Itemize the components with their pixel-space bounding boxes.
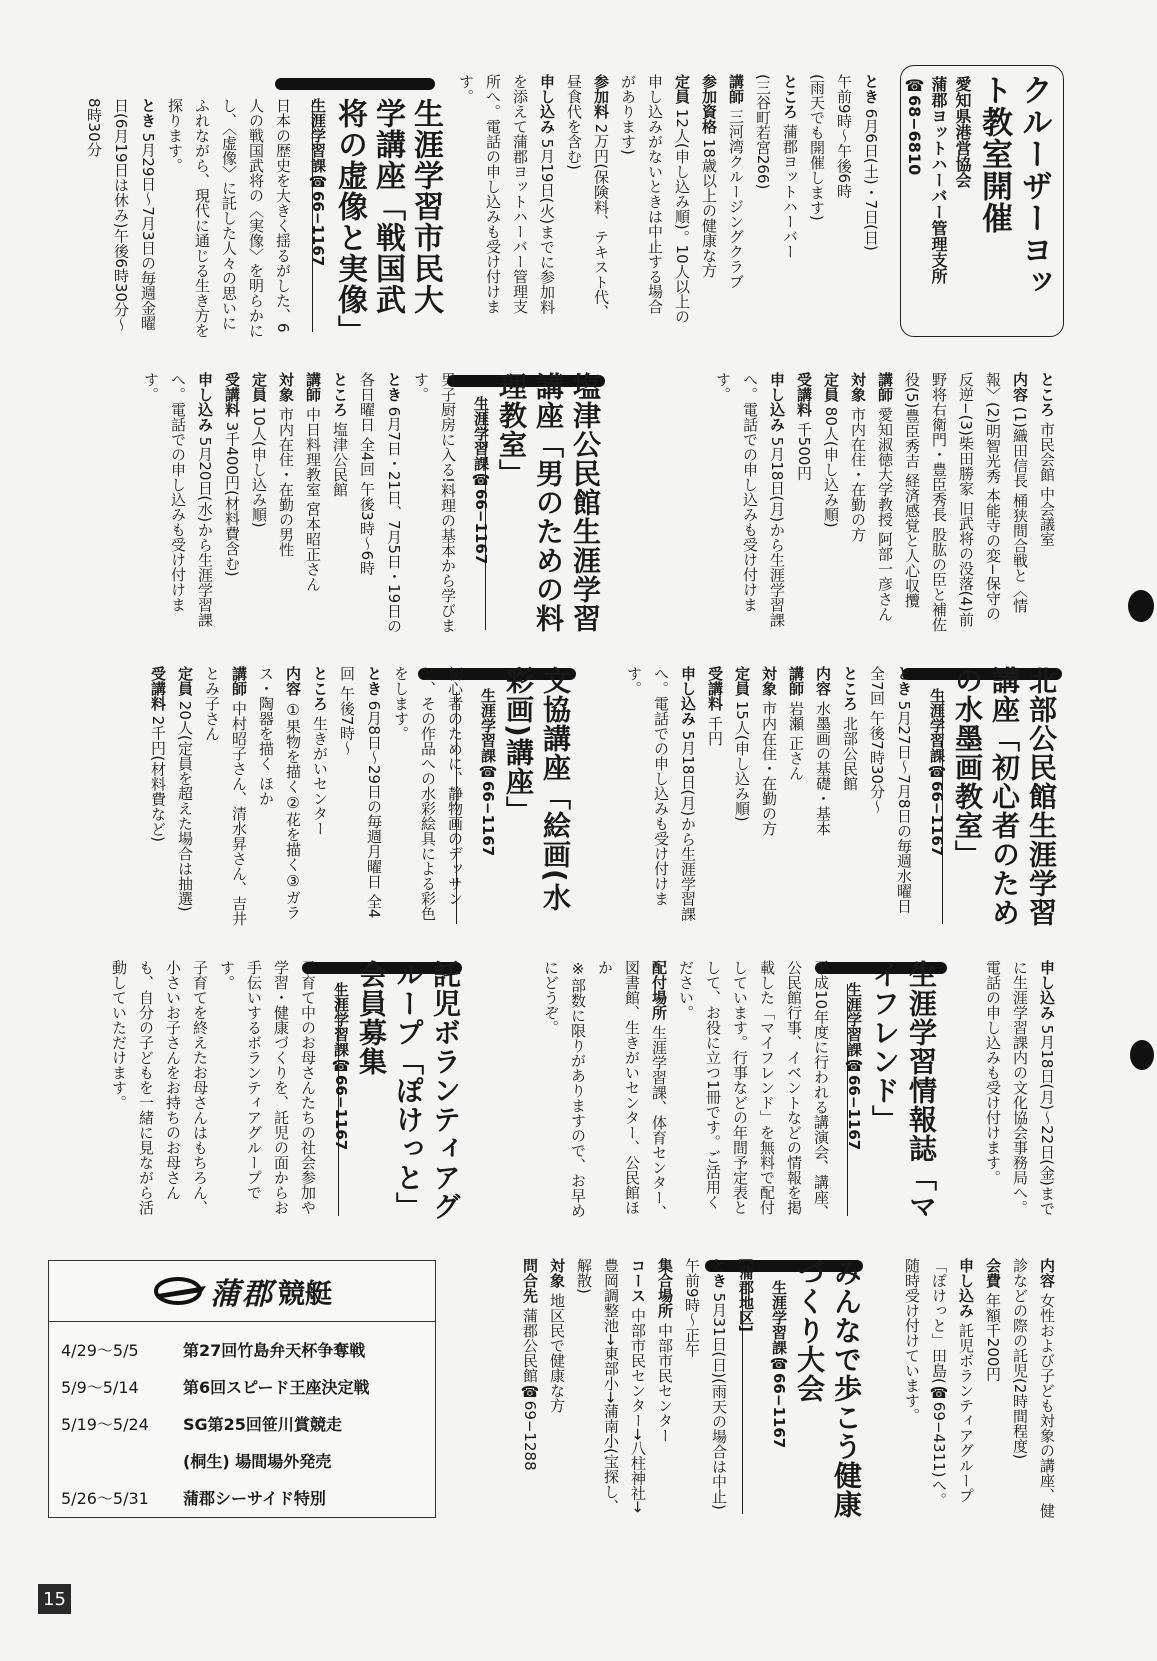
cooking-line: 受講料 3千400円(材料費含む) xyxy=(223,372,241,577)
cruiser-line: とき 6月6日(土)・7日(日) xyxy=(862,74,880,251)
walk-title: みんなで歩こう健康づくり大会 xyxy=(793,1258,863,1519)
university-line: 講師 愛知淑徳大学教授 阿部一彦さん xyxy=(876,372,894,622)
cruiser-title: クルーザーヨット教室開催 xyxy=(976,74,1052,298)
university-line: 受講料 千500円 xyxy=(795,372,813,481)
cruiser-line: 参加料 2万円(保険料、テキスト代、昼食代を含む) xyxy=(565,74,610,320)
cooking-line: 講師 中日料理教室 宮本昭正さん xyxy=(304,372,322,592)
ink-line: 受講料 千円 xyxy=(706,666,724,746)
volunteer-title: 託児ボランティアグループ「ぽけっと」会員募集 xyxy=(355,960,462,1221)
watercolor-line: 定員 20人(定員を超えた場合は抽選) xyxy=(176,666,194,912)
volunteer-line: 会費 年額千200円 xyxy=(984,1258,1002,1382)
cruiser-org2: 蒲郡ヨットハーバー管理支所 xyxy=(929,76,948,284)
cooking-line: とき 6月7日・21日、7月5日・19日の各日曜日 全4回 午後3時〜6時 xyxy=(358,372,403,634)
myfriend-lines xyxy=(537,960,672,1222)
watercolor-title: 文協講座「絵画(水彩画)講座」 xyxy=(502,666,572,912)
cruiser-org1: 愛知県港営協会 xyxy=(953,76,972,188)
ink-lines xyxy=(620,666,917,928)
cooking-line: 対象 市内在住・在勤の男性 xyxy=(277,372,295,557)
university-time-line xyxy=(80,98,161,338)
university-line: とき 5月29日〜7月3日の毎週金曜日(6月19日は休み)午後6時30分〜8時30分 xyxy=(85,98,157,332)
racing-logo-sub: 競艇 xyxy=(278,1278,332,1310)
racing-header xyxy=(49,1261,435,1322)
university-cont xyxy=(600,372,1060,634)
racing-row: 5/26〜5/31 蒲郡シーサイド特別 xyxy=(61,1489,326,1508)
myfriend-line: ※部数に限りがありますので、お早めにどうぞ。 xyxy=(542,960,587,1218)
university-lines xyxy=(709,372,1060,634)
university-line: 定員 80人(申し込み順) xyxy=(822,372,840,528)
walk-line: 対象 地区民で健康な方 xyxy=(548,1258,566,1413)
watercolor-line: とき 6月8日〜29日の毎週月曜日 全4回 午後7時〜 xyxy=(338,666,383,919)
ink-line: 内容 水墨画の基礎・基本 xyxy=(814,666,832,836)
racing-row: 5/9〜5/14 第6回スピード王座決定戦 xyxy=(61,1378,370,1397)
university-bar xyxy=(275,78,435,90)
ink-line: 定員 15人(申し込み順) xyxy=(733,666,751,822)
cooking-line: ところ 塩津公民館 xyxy=(331,372,349,497)
culture-apply xyxy=(950,960,1060,1222)
watercolor-dept: 生涯学習課☎66−1167 xyxy=(479,688,497,857)
ink-line: とき 5月27日〜7月8日の毎週水曜日 全7回 午後7時30分〜 xyxy=(868,666,913,914)
cruiser-line: 定員 12人(申し込み順)。10人以上の申し込みがないときは中止する場合があります) xyxy=(619,74,691,324)
ink-line: 講師 岩瀬 正さん xyxy=(787,666,805,781)
university-article xyxy=(44,98,444,346)
university-line: ところ 市民会館 中会議室 xyxy=(1038,372,1056,547)
cruiser-line: 申し込み 5月19日(火)までに参加料を添えて蒲郡ヨットハーバー管理支所へ。電話の申し込みも受け付けます。 xyxy=(457,74,556,315)
university-intro: 日本の歴史を大きく揺るがした、6人の戦国武将の〈実像〉を明らかにし、〈虚像〉に託した人々の思いにふれながら、現代に通じる生き方を探ります。 xyxy=(166,98,292,338)
cruiser-line: ところ 蒲郡ヨットハーバー xyxy=(781,74,799,259)
ink-blot xyxy=(1130,1040,1154,1070)
racing-row: 5/19〜5/24 SG第25回笹川賞競走 xyxy=(61,1415,342,1434)
watercolor-line: 受講料 2千円(材料費など) xyxy=(149,666,167,843)
university-title: 生涯学習市民大学講座「戦国武将の虚像と実像」 xyxy=(332,98,443,346)
watercolor-article xyxy=(44,666,574,928)
racing-row: (桐生) 場間場外発売 xyxy=(183,1452,332,1471)
walk-line: 集合場所 中部市民センター xyxy=(656,1258,674,1443)
university-line: 内容 (1)織田信長 桶狭間合戦と〈情報〉(2)明智光秀 本能寺の変−保守の反逆−(3)柴田勝家 旧武将の没落(4)前野将右衛門・豊臣秀長 股肱の臣と補佐役(5)豊臣秀吉 経済感覚と人心収攬 xyxy=(903,372,1029,632)
cooking-article xyxy=(44,372,604,634)
page-number: 15 xyxy=(38,1584,71,1614)
racing-boat-logo-icon xyxy=(152,1274,210,1308)
cooking-dept: 生涯学習課☎66−1167 xyxy=(472,396,490,565)
myfriend-line: 配付場所 生涯学習課、体育センター、図書館、生きがいセンター、公民館ほか xyxy=(596,960,668,1220)
walk-line: 問合先 蒲郡公民館☎69−1288 xyxy=(521,1258,539,1471)
walk-lines xyxy=(516,1258,732,1520)
cruiser-phone: ☎68−6810 xyxy=(905,76,924,176)
volunteer-cont xyxy=(870,1258,1060,1520)
walk-dept: 生涯学習課☎66−1167 xyxy=(770,1280,788,1449)
cooking-lines xyxy=(137,372,407,634)
culture-apply-lines xyxy=(979,960,1060,1222)
cruiser-line: (雨天でも開催します) xyxy=(808,74,826,221)
myfriend-title: 生涯学習情報誌「マイフレンド」 xyxy=(868,960,938,1221)
volunteer-lines xyxy=(898,1258,1060,1520)
racing-logo-text: 蒲郡 xyxy=(210,1277,274,1312)
racing-schedule-box xyxy=(48,1260,436,1518)
volunteer-article xyxy=(44,960,464,1222)
walk-article xyxy=(445,1258,865,1520)
ink-line: ところ 北部公民館 xyxy=(841,666,859,791)
university-line: 申し込み 5月18日(月)から生涯学習課へ。電話での申し込みも受け付けます。 xyxy=(714,372,786,628)
cruiser-lines xyxy=(452,74,884,326)
cruiser-line: 講師 三河湾クルージングクラブ xyxy=(727,74,745,289)
ink-line: 申し込み 5月18日(月)から生涯学習課へ。電話での申し込みも受け付けます。 xyxy=(625,666,697,922)
volunteer-line: 申し込み 託児ボランティアグループ「ぽけっと」田島(☎69−4311)へ。随時受け付けています。 xyxy=(903,1258,975,1508)
myfriend-dept: 生涯学習課☎66−1167 xyxy=(845,982,863,1151)
volunteer-intro2: 子育てを終えたお母さんはもちろん、小さいお子さんをお持ちのお母さんも、自分の子どもを一緒に見ながら活動していただけます。 xyxy=(110,960,209,1215)
watercolor-line: 内容 ①果物を描く②花を描く③ガラス・陶器を描く ほか xyxy=(257,666,302,920)
cruiser-line: 参加資格 18歳以上の健康な方 xyxy=(700,74,718,278)
culture-apply-line: 申し込み 5月18日(月)〜22日(金)までに生涯学習課内の文化協会事務局へ。電話の申し込みも受け付けます。 xyxy=(984,960,1056,1216)
ink-title: 北部公民館生涯学習講座「初心者のための水墨画教室」 xyxy=(951,666,1058,927)
racing-rows xyxy=(49,1322,435,1517)
volunteer-intro1: 子育て中のお母さんたちの社会参加や学習・健康づくりを、託児の面からお手伝いするボランティアグループです。 xyxy=(218,960,317,1215)
cooking-intro: 男子厨房に入る!料理の基本から学びます。 xyxy=(412,372,457,634)
ink-dept: 生涯学習課☎66−1167 xyxy=(928,688,946,857)
ink-blot xyxy=(1128,590,1154,622)
watercolor-lines xyxy=(144,666,387,928)
walk-line: コース 中部市民センター→八柱神社→豊岡調整池→東部小→蒲南小(宝探し、解散) xyxy=(575,1258,647,1514)
cruiser-line: (三谷町若宮266) xyxy=(754,74,772,190)
walk-area: [蒲郡地区] xyxy=(737,1258,755,1332)
university-dept: 生涯学習課☎66−1167 xyxy=(309,98,327,267)
myfriend-article xyxy=(470,960,940,1222)
watercolor-line: 講師 中村昭子さん、清水昇さん、吉井とみ子さん xyxy=(203,666,248,926)
volunteer-dept: 生涯学習課☎66−1167 xyxy=(332,982,350,1151)
watercolor-intro: 初心者のために、静物画のデッサンと、その作品への水彩絵具による彩色をします。 xyxy=(392,666,464,921)
myfriend-intro: 平成10年度に行われる講演会、講座、公民館行事、イベントなどの情報を掲載した「マイフレンド」を無料で配付しています。行事などの年間予定表として、お役に立つ1冊です。ご活用ください。 xyxy=(677,960,830,1220)
walk-line: とき 5月31日(日)(雨天の場合は中止)午前9時〜正午 xyxy=(683,1258,728,1510)
cooking-line: 申し込み 5月20日(水)から生涯学習課へ。電話での申し込みも受け付けます。 xyxy=(142,372,214,628)
racing-row: 4/29〜5/5 第27回竹島弁天杯争奪戦 xyxy=(61,1341,366,1360)
cooking-title: 塩津公民館生涯学習講座「男のための料理教室」 xyxy=(495,372,602,633)
cooking-line: 定員 10人(申し込み順) xyxy=(250,372,268,528)
cruiser-line: 午前9時〜午後6時 xyxy=(835,74,853,199)
volunteer-line: 内容 女性および子ども対象の講座、健診などの際の託児(2時間程度) xyxy=(1011,1258,1056,1518)
ink-line: 対象 市内在住・在勤の方 xyxy=(760,666,778,836)
university-line: 対象 市内在住・在勤の方 xyxy=(849,372,867,542)
watercolor-line: ところ 生きがいセンター xyxy=(311,666,329,836)
ink-article xyxy=(580,666,1060,928)
